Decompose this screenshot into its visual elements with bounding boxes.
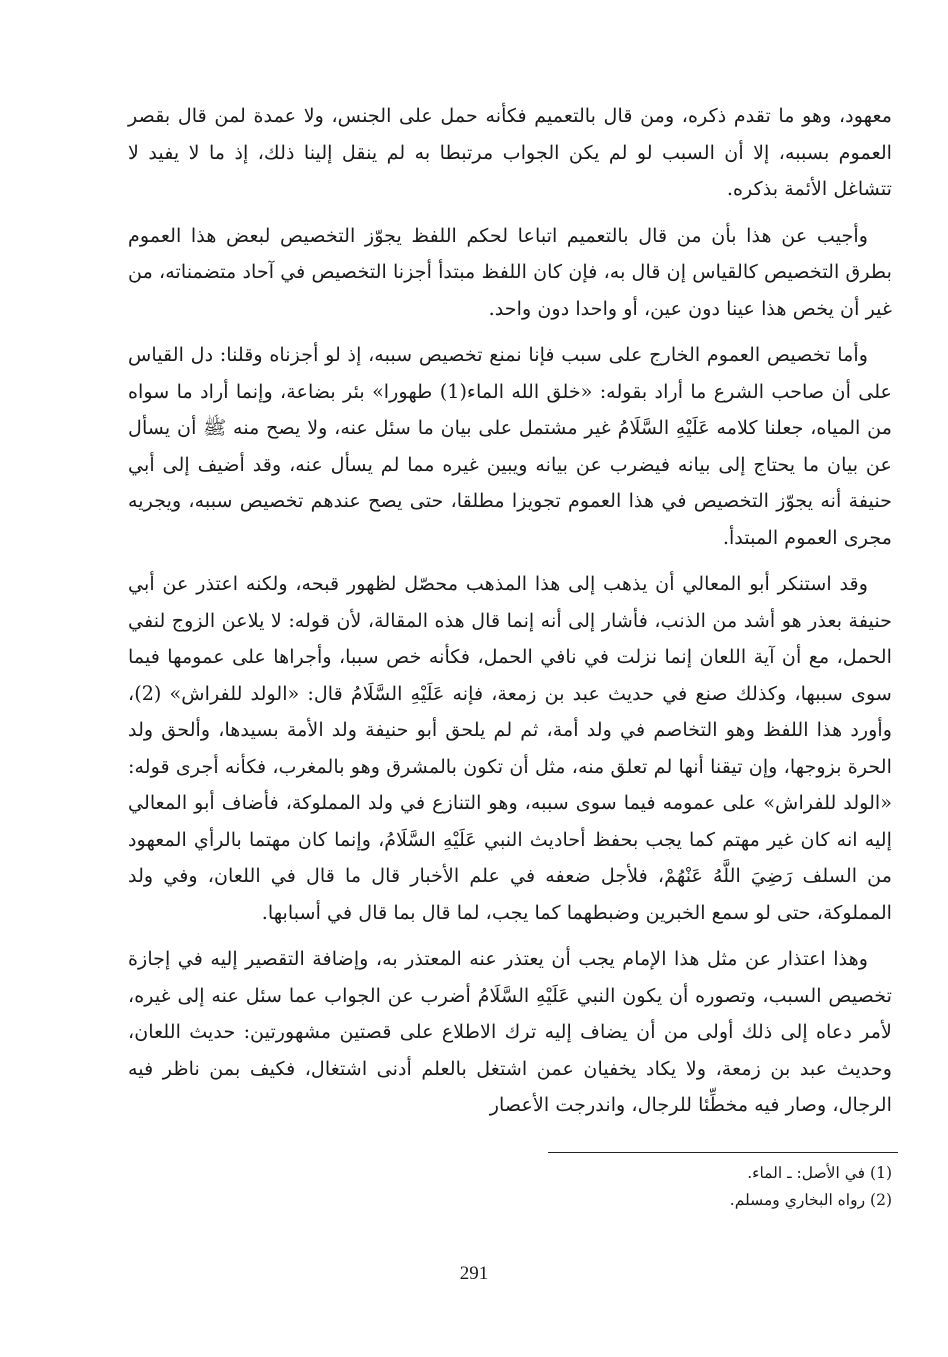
footnote-2: (2) رواه البخاري ومسلم.: [729, 1191, 892, 1209]
footnotes: [730, 1160, 892, 1214]
footnote-divider: [548, 1152, 898, 1153]
page-number: 291: [459, 1263, 489, 1284]
paragraph-3: وأما تخصيص العموم الخارج على سبب فإنا نمنع تخصيص سببه، إذ لو أجزناه وقلنا: دل القياس على أن صاحب الشرع ما أراد بقوله: «خلق الله الماء(1) طهورا» بئر بضاعة، وإنما أراد ما سواه من المياه، جعلنا كلامه عَلَيْهِ السَّلَامُ غير مشتمل على بيان ما سئل عنه، ولا يصح منه ﷺ أن يسأل عن بيان ما يحتاج إلى بيانه فيضرب عن بيانه ويبين غيره مما لم يسأل عنه، وقد أضيف إلى أبي حنيفة أنه يجوّز التخصيص في هذا العموم تجويزا مطلقا، حتى يصح عندهم تخصيص سببه، ويجريه مجرى العموم المبتدأ.: [128, 343, 892, 549]
paragraph-1: معهود، وهو ما تقدم ذكره، ومن قال بالتعميم فكأنه حمل على الجنس، ولا عمدة لمن قال بقصر العموم بسببه، إلا أن السبب لو لم يكن الجواب مرتبطا به لم ينقل إلينا ذلك، إذ ما لا يفيد لا تتشاغل الأئمة بذكره.: [128, 104, 892, 200]
paragraph-5: وهذا اعتذار عن مثل هذا الإمام يجب أن يعتذر عنه المعتذر به، وإضافة التقصير إليه في إجازة تخصيص السبب، وتصوره أن يكون النبي عَلَيْهِ السَّلَامُ أضرب عن الجواب عما سئل عنه إلى غيره، لأمر دعاه إلى ذلك أولى من أن يضاف إليه ترك الاطلاع على قصتين مشهورتين: حديث اللعان، وحديث عبد بن زمعة، ولا يكاد يخفيان عمن اشتغل بالعلم أدنى اشتغال، فكيف بمن ناظر فيه الرجال، وصار فيه مخطِّئا للرجال، واندرجت الأعصار: [128, 947, 892, 1116]
paragraph-4: وقد استنكر أبو المعالي أن يذهب إلى هذا المذهب محصّل لظهور قبحه، ولكنه اعتذر عن أبي حنيفة بعذر هو أشد من الذنب، فأشار إلى أنه إنما قال هذه المقالة، لأن قوله: لا يلاعن الزوج لنفي الحمل، مع أن آية اللعان إنما نزلت في نافي الحمل، فكأنه خص سببا، وأجراها على عمومها فيما سوى سببها، وكذلك صنع في حديث عبد بن زمعة، فإنه عَلَيْهِ السَّلَامُ قال: «الولد للفراش» (2)، وأورد هذا اللفظ وهو التخاصم في ولد أمة، ثم لم يلحق أبو حنيفة ولد الأمة بسيدها، وألحق ولد الحرة بزوجها، وإن تيقنا أنها لم تعلق منه، مثل أن تكون بالمشرق وهو بالمغرب، فكأنه أجرى قوله: «الولد للفراش» على عمومه فيما سوى سببه، وهو التنازع في ولد المملوكة، فأضاف أبو المعالي إليه انه كان غير مهتم كما يجب بحفظ أحاديث النبي عَلَيْهِ السَّلَامُ، وإنما كان مهتما بالرأي المعهود من السلف رَضِيَ اللَّهُ عَنْهُمْ، فلأجل ضعفه في علم الأخبار قال ما قال في اللعان، وفي ولد المملوكة، حتى لو سمع الخبرين وضبطهما كما يجب، لما قال بما قال في أسبابها.: [128, 572, 892, 924]
main-text: [128, 98, 892, 1124]
footnote-1: (1) في الأصل: ـ الماء.: [747, 1164, 892, 1182]
paragraph-2: وأجيب عن هذا بأن من قال بالتعميم اتباعا لحكم اللفظ يجوّز التخصيص لبعض هذا العموم بطرق التخصيص كالقياس إن قال به، فإن كان اللفظ مبتدأ أجزنا التخصيص في آحاد متضمناته، من غير أن يخص هذا عينا دون عين، أو واحدا دون واحد.: [128, 223, 892, 320]
